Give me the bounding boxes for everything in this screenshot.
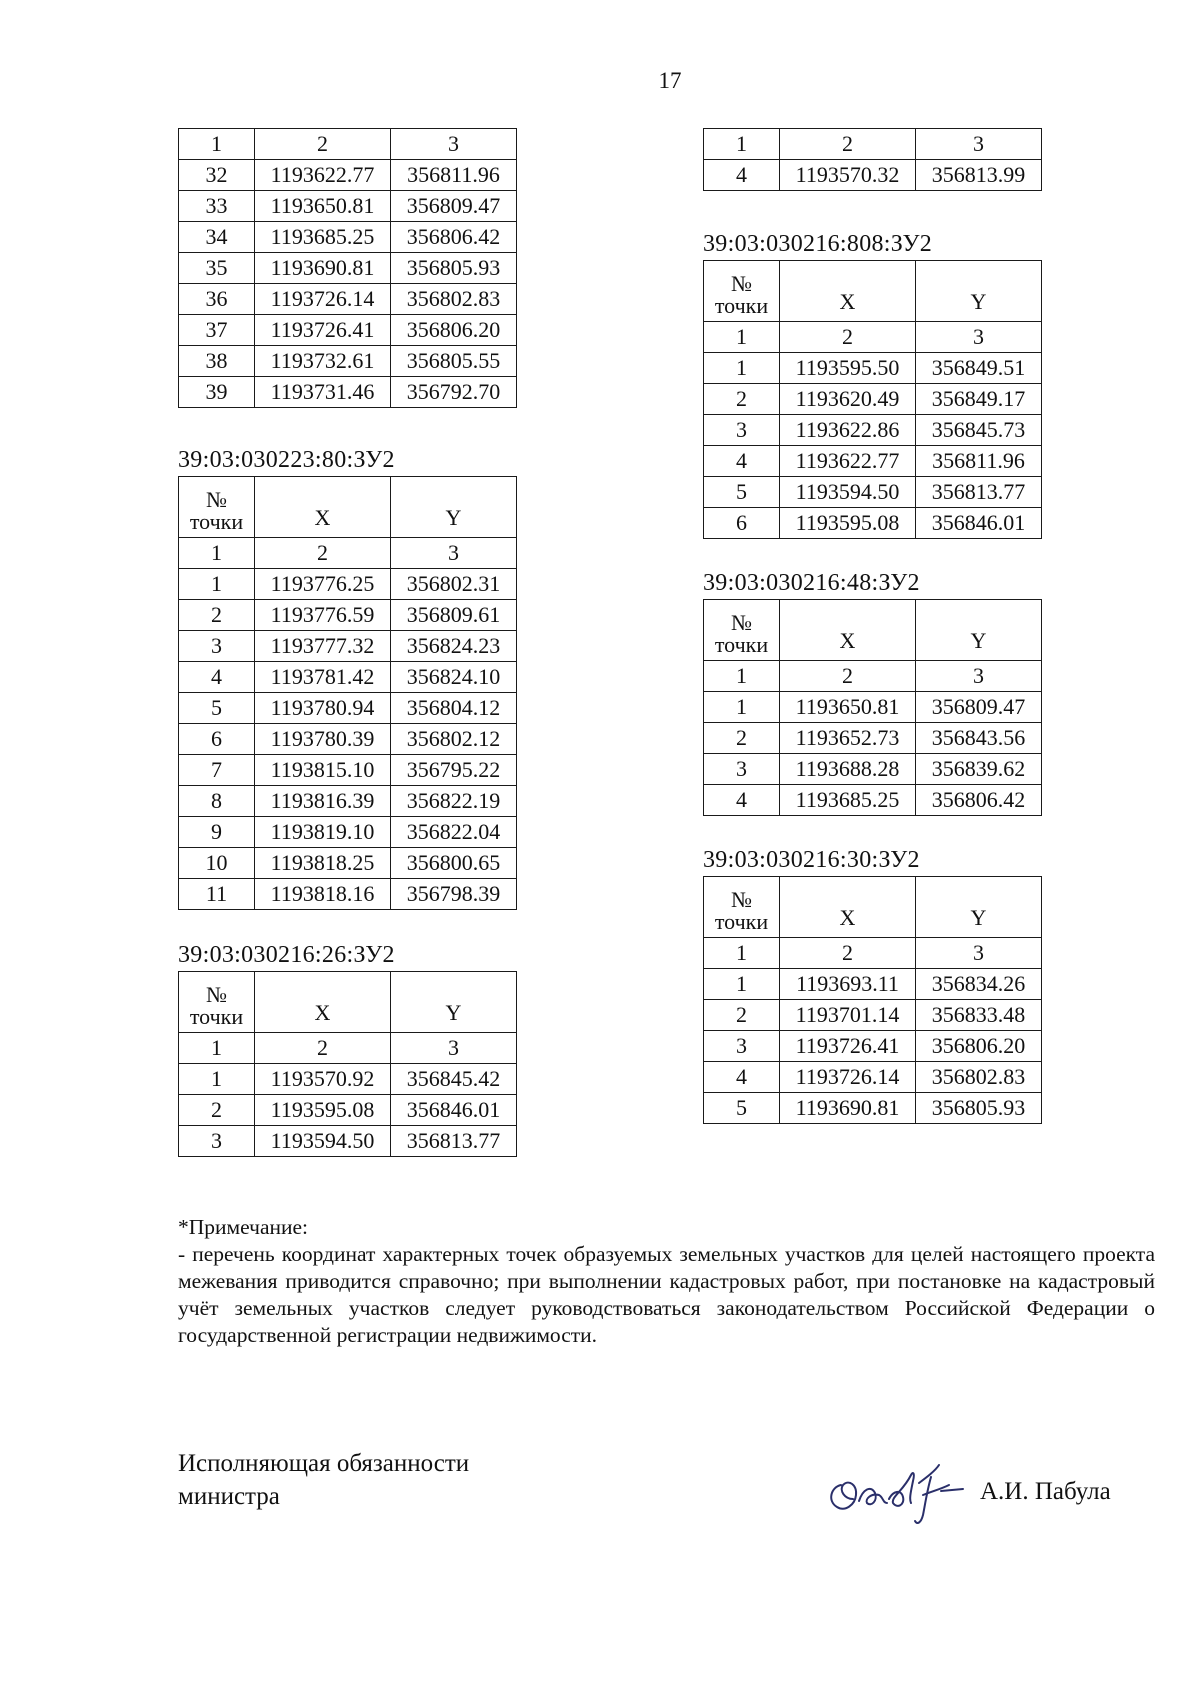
table-row <box>179 346 517 377</box>
y-coordinate-cell: 356806.20 <box>916 1031 1042 1062</box>
parcel-title: 39:03:030223:80:ЗУ2 <box>178 447 395 473</box>
point-number-cell: 3 <box>179 631 255 662</box>
coordinates-table <box>703 128 1042 191</box>
y-coordinate-cell: 356802.12 <box>391 724 517 755</box>
point-number-cell: 4 <box>704 160 780 191</box>
y-header: Y <box>391 477 517 538</box>
x-coordinate-cell: 1193731.46 <box>255 377 391 408</box>
number-sign: № <box>731 610 752 635</box>
point-number-cell: 2 <box>704 723 780 754</box>
point-number-cell: 2 <box>704 384 780 415</box>
y-coordinate-cell: 356811.96 <box>391 160 517 191</box>
y-coordinate-cell: 356833.48 <box>916 1000 1042 1031</box>
y-coordinate-cell: 356813.99 <box>916 160 1042 191</box>
x-coordinate-cell: 1193622.77 <box>780 446 916 477</box>
table-block-parcel-0 <box>178 445 517 910</box>
number-sign: № <box>731 887 752 912</box>
y-coordinate-cell: 356839.62 <box>916 754 1042 785</box>
points-word: точки <box>714 909 769 934</box>
y-coordinate-cell: 356822.04 <box>391 817 517 848</box>
coordinates-table <box>178 476 517 910</box>
point-number-cell: 11 <box>179 879 255 910</box>
y-header: Y <box>916 877 1042 938</box>
y-coordinate-cell: 356811.96 <box>916 446 1042 477</box>
column-index-cell: 2 <box>780 322 916 353</box>
column-index-row <box>704 938 1042 969</box>
coordinates-table <box>178 128 517 408</box>
table-block-parcel-1 <box>178 940 517 1157</box>
y-coordinate-cell: 356813.77 <box>391 1126 517 1157</box>
x-coordinate-cell: 1193726.41 <box>780 1031 916 1062</box>
point-number-header <box>704 600 780 661</box>
table-row <box>179 253 517 284</box>
table-row <box>179 377 517 408</box>
point-number-cell: 10 <box>179 848 255 879</box>
point-number-cell: 6 <box>704 508 780 539</box>
y-coordinate-cell: 356849.17 <box>916 384 1042 415</box>
header-row <box>179 972 517 1033</box>
coordinates-table <box>178 971 517 1157</box>
column-index-cell: 1 <box>704 661 780 692</box>
point-number-cell: 38 <box>179 346 255 377</box>
y-header: Y <box>916 261 1042 322</box>
y-coordinate-cell: 356849.51 <box>916 353 1042 384</box>
y-coordinate-cell: 356813.77 <box>916 477 1042 508</box>
column-index-cell: 1 <box>704 129 780 160</box>
x-header: X <box>780 261 916 322</box>
x-coordinate-cell: 1193570.92 <box>255 1064 391 1095</box>
point-number-header <box>704 877 780 938</box>
points-word: точки <box>714 293 769 318</box>
table-row <box>179 662 517 693</box>
table-row <box>179 1095 517 1126</box>
table-block-continuation-right <box>703 128 1042 191</box>
table-block-parcel-4 <box>703 845 1042 1124</box>
y-coordinate-cell: 356822.19 <box>391 786 517 817</box>
point-number-cell: 2 <box>179 1095 255 1126</box>
x-coordinate-cell: 1193622.77 <box>255 160 391 191</box>
parcel-title: 39:03:030216:26:ЗУ2 <box>178 942 395 968</box>
x-coordinate-cell: 1193595.50 <box>780 353 916 384</box>
table-row <box>179 1126 517 1157</box>
y-coordinate-cell: 356806.42 <box>916 785 1042 816</box>
point-number-header <box>179 477 255 538</box>
column-index-cell: 3 <box>916 661 1042 692</box>
y-coordinate-cell: 356800.65 <box>391 848 517 879</box>
points-word: точки <box>189 509 244 534</box>
point-number-cell: 1 <box>179 1064 255 1095</box>
table-row <box>179 693 517 724</box>
x-coordinate-cell: 1193594.50 <box>780 477 916 508</box>
x-coordinate-cell: 1193570.32 <box>780 160 916 191</box>
column-index-row <box>179 538 517 569</box>
table-row <box>179 1064 517 1095</box>
x-coordinate-cell: 1193815.10 <box>255 755 391 786</box>
point-number-cell: 35 <box>179 253 255 284</box>
x-coordinate-cell: 1193776.59 <box>255 600 391 631</box>
point-number-header <box>179 972 255 1033</box>
y-header: Y <box>391 972 517 1033</box>
header-row <box>179 477 517 538</box>
table-row <box>704 353 1042 384</box>
table-row <box>179 724 517 755</box>
x-coordinate-cell: 1193781.42 <box>255 662 391 693</box>
table-row <box>704 723 1042 754</box>
table-row <box>704 1062 1042 1093</box>
table-block-parcel-2 <box>703 229 1042 539</box>
x-coordinate-cell: 1193726.14 <box>255 284 391 315</box>
x-coordinate-cell: 1193652.73 <box>780 723 916 754</box>
column-index-cell: 1 <box>179 538 255 569</box>
point-number-cell: 36 <box>179 284 255 315</box>
y-coordinate-cell: 356802.83 <box>391 284 517 315</box>
y-coordinate-cell: 356846.01 <box>391 1095 517 1126</box>
point-number-cell: 5 <box>704 477 780 508</box>
table-row <box>179 160 517 191</box>
table-row <box>704 415 1042 446</box>
x-header: X <box>255 477 391 538</box>
note <box>178 1214 1155 1349</box>
column-index-cell: 1 <box>704 938 780 969</box>
x-coordinate-cell: 1193819.10 <box>255 817 391 848</box>
point-number-cell: 7 <box>179 755 255 786</box>
point-number-cell: 34 <box>179 222 255 253</box>
point-number-cell: 3 <box>179 1126 255 1157</box>
point-number-cell: 33 <box>179 191 255 222</box>
point-number-cell: 1 <box>704 353 780 384</box>
coordinates-table <box>703 599 1042 816</box>
header-row <box>704 261 1042 322</box>
table-row <box>179 755 517 786</box>
column-index-cell: 2 <box>255 538 391 569</box>
y-coordinate-cell: 356809.47 <box>916 692 1042 723</box>
table-row <box>704 692 1042 723</box>
point-number-cell: 3 <box>704 1031 780 1062</box>
y-coordinate-cell: 356809.61 <box>391 600 517 631</box>
y-coordinate-cell: 356846.01 <box>916 508 1042 539</box>
y-coordinate-cell: 356806.20 <box>391 315 517 346</box>
x-coordinate-cell: 1193776.25 <box>255 569 391 600</box>
page-number: 17 <box>658 68 682 93</box>
y-coordinate-cell: 356834.26 <box>916 969 1042 1000</box>
column-index-cell: 2 <box>780 129 916 160</box>
table-row <box>179 631 517 662</box>
point-number-cell: 5 <box>179 693 255 724</box>
column-index-cell: 2 <box>780 938 916 969</box>
parcel-title: 39:03:030216:808:ЗУ2 <box>703 231 933 257</box>
point-number-cell: 2 <box>704 1000 780 1031</box>
signatory-name: А.И. Пабула <box>980 1478 1111 1505</box>
x-coordinate-cell: 1193818.16 <box>255 879 391 910</box>
point-number-cell: 4 <box>704 785 780 816</box>
table-row <box>704 1000 1042 1031</box>
column-index-row <box>704 322 1042 353</box>
table-row <box>179 315 517 346</box>
y-coordinate-cell: 356798.39 <box>391 879 517 910</box>
point-number-cell: 4 <box>179 662 255 693</box>
table-row <box>179 222 517 253</box>
x-coordinate-cell: 1193732.61 <box>255 346 391 377</box>
column-index-cell: 2 <box>255 1033 391 1064</box>
point-number-cell: 1 <box>179 569 255 600</box>
column-index-cell: 3 <box>391 538 517 569</box>
x-coordinate-cell: 1193690.81 <box>780 1093 916 1124</box>
y-coordinate-cell: 356802.83 <box>916 1062 1042 1093</box>
x-coordinate-cell: 1193726.41 <box>255 315 391 346</box>
parcel-title: 39:03:030216:30:ЗУ2 <box>703 847 920 873</box>
y-coordinate-cell: 356845.73 <box>916 415 1042 446</box>
y-coordinate-cell: 356805.93 <box>916 1093 1042 1124</box>
point-number-cell: 2 <box>179 600 255 631</box>
column-index-cell: 1 <box>704 322 780 353</box>
coordinates-table <box>703 876 1042 1124</box>
points-word: точки <box>714 632 769 657</box>
y-coordinate-cell: 356809.47 <box>391 191 517 222</box>
y-header: Y <box>916 600 1042 661</box>
x-coordinate-cell: 1193595.08 <box>780 508 916 539</box>
table-row <box>704 384 1042 415</box>
point-number-cell: 9 <box>179 817 255 848</box>
column-index-cell: 3 <box>916 129 1042 160</box>
column-index-cell: 3 <box>391 129 517 160</box>
number-sign: № <box>731 271 752 296</box>
table-row <box>179 284 517 315</box>
column-index-row <box>179 1033 517 1064</box>
y-coordinate-cell: 356843.56 <box>916 723 1042 754</box>
point-number-cell: 3 <box>704 415 780 446</box>
table-row <box>704 1093 1042 1124</box>
point-number-cell: 1 <box>704 692 780 723</box>
table-row <box>179 786 517 817</box>
x-coordinate-cell: 1193620.49 <box>780 384 916 415</box>
x-coordinate-cell: 1193693.11 <box>780 969 916 1000</box>
x-coordinate-cell: 1193685.25 <box>255 222 391 253</box>
table-row <box>704 160 1042 191</box>
column-index-cell: 1 <box>179 129 255 160</box>
point-number-cell: 5 <box>704 1093 780 1124</box>
signatory-position-line2: министра <box>178 1483 280 1510</box>
handwritten-signature <box>823 1455 973 1530</box>
x-coordinate-cell: 1193816.39 <box>255 786 391 817</box>
table-row <box>704 446 1042 477</box>
x-coordinate-cell: 1193701.14 <box>780 1000 916 1031</box>
number-sign: № <box>206 487 227 512</box>
table-row <box>704 969 1042 1000</box>
column-index-cell: 3 <box>916 938 1042 969</box>
x-coordinate-cell: 1193685.25 <box>780 785 916 816</box>
x-coordinate-cell: 1193688.28 <box>780 754 916 785</box>
table-row <box>179 569 517 600</box>
table-block-parcel-3 <box>703 568 1042 816</box>
table-block-continuation-left <box>178 128 517 408</box>
table-row <box>704 785 1042 816</box>
point-number-cell: 6 <box>179 724 255 755</box>
table-row <box>179 191 517 222</box>
column-index-row <box>704 129 1042 160</box>
header-row <box>704 600 1042 661</box>
point-number-cell: 4 <box>704 1062 780 1093</box>
y-coordinate-cell: 356805.55 <box>391 346 517 377</box>
number-sign: № <box>206 982 227 1007</box>
x-coordinate-cell: 1193777.32 <box>255 631 391 662</box>
point-number-cell: 37 <box>179 315 255 346</box>
table-row <box>179 879 517 910</box>
x-coordinate-cell: 1193594.50 <box>255 1126 391 1157</box>
x-coordinate-cell: 1193650.81 <box>255 191 391 222</box>
column-index-row <box>179 129 517 160</box>
y-coordinate-cell: 356792.70 <box>391 377 517 408</box>
y-coordinate-cell: 356802.31 <box>391 569 517 600</box>
x-coordinate-cell: 1193650.81 <box>780 692 916 723</box>
table-row <box>704 754 1042 785</box>
y-coordinate-cell: 356806.42 <box>391 222 517 253</box>
header-row <box>704 877 1042 938</box>
x-coordinate-cell: 1193690.81 <box>255 253 391 284</box>
table-row <box>179 848 517 879</box>
column-index-cell: 3 <box>391 1033 517 1064</box>
y-coordinate-cell: 356824.10 <box>391 662 517 693</box>
point-number-cell: 39 <box>179 377 255 408</box>
note-text: - перечень координат характерных точек образуемых земельных участков для целей настоящего проекта межевания приводится справочно; при выполнении кадастровых работ, при постановке на кадастровый учёт земельных участков следует руководствоваться законодательством Российской Федерации о государственной регистрации недвижимости. <box>178 1242 1155 1347</box>
table-row <box>704 1031 1042 1062</box>
table-row <box>179 817 517 848</box>
column-index-cell: 1 <box>179 1033 255 1064</box>
column-index-cell: 3 <box>916 322 1042 353</box>
column-index-cell: 2 <box>780 661 916 692</box>
coordinates-table <box>703 260 1042 539</box>
point-number-cell: 1 <box>704 969 780 1000</box>
point-number-header <box>704 261 780 322</box>
y-coordinate-cell: 356795.22 <box>391 755 517 786</box>
table-row <box>179 600 517 631</box>
x-coordinate-cell: 1193818.25 <box>255 848 391 879</box>
y-coordinate-cell: 356824.23 <box>391 631 517 662</box>
column-index-cell: 2 <box>255 129 391 160</box>
signatory-position-line1: Исполняющая обязанности <box>178 1450 470 1477</box>
point-number-cell: 8 <box>179 786 255 817</box>
y-coordinate-cell: 356845.42 <box>391 1064 517 1095</box>
point-number-cell: 4 <box>704 446 780 477</box>
x-header: X <box>780 877 916 938</box>
signatory-position <box>178 1447 469 1513</box>
table-row <box>704 477 1042 508</box>
x-header: X <box>780 600 916 661</box>
y-coordinate-cell: 356805.93 <box>391 253 517 284</box>
x-coordinate-cell: 1193780.39 <box>255 724 391 755</box>
x-coordinate-cell: 1193622.86 <box>780 415 916 446</box>
x-coordinate-cell: 1193726.14 <box>780 1062 916 1093</box>
x-coordinate-cell: 1193780.94 <box>255 693 391 724</box>
note-heading: *Примечание: <box>178 1215 309 1239</box>
y-coordinate-cell: 356804.12 <box>391 693 517 724</box>
table-row <box>704 508 1042 539</box>
x-coordinate-cell: 1193595.08 <box>255 1095 391 1126</box>
parcel-title: 39:03:030216:48:ЗУ2 <box>703 570 920 596</box>
column-index-row <box>704 661 1042 692</box>
x-header: X <box>255 972 391 1033</box>
point-number-cell: 3 <box>704 754 780 785</box>
points-word: точки <box>189 1004 244 1029</box>
point-number-cell: 32 <box>179 160 255 191</box>
